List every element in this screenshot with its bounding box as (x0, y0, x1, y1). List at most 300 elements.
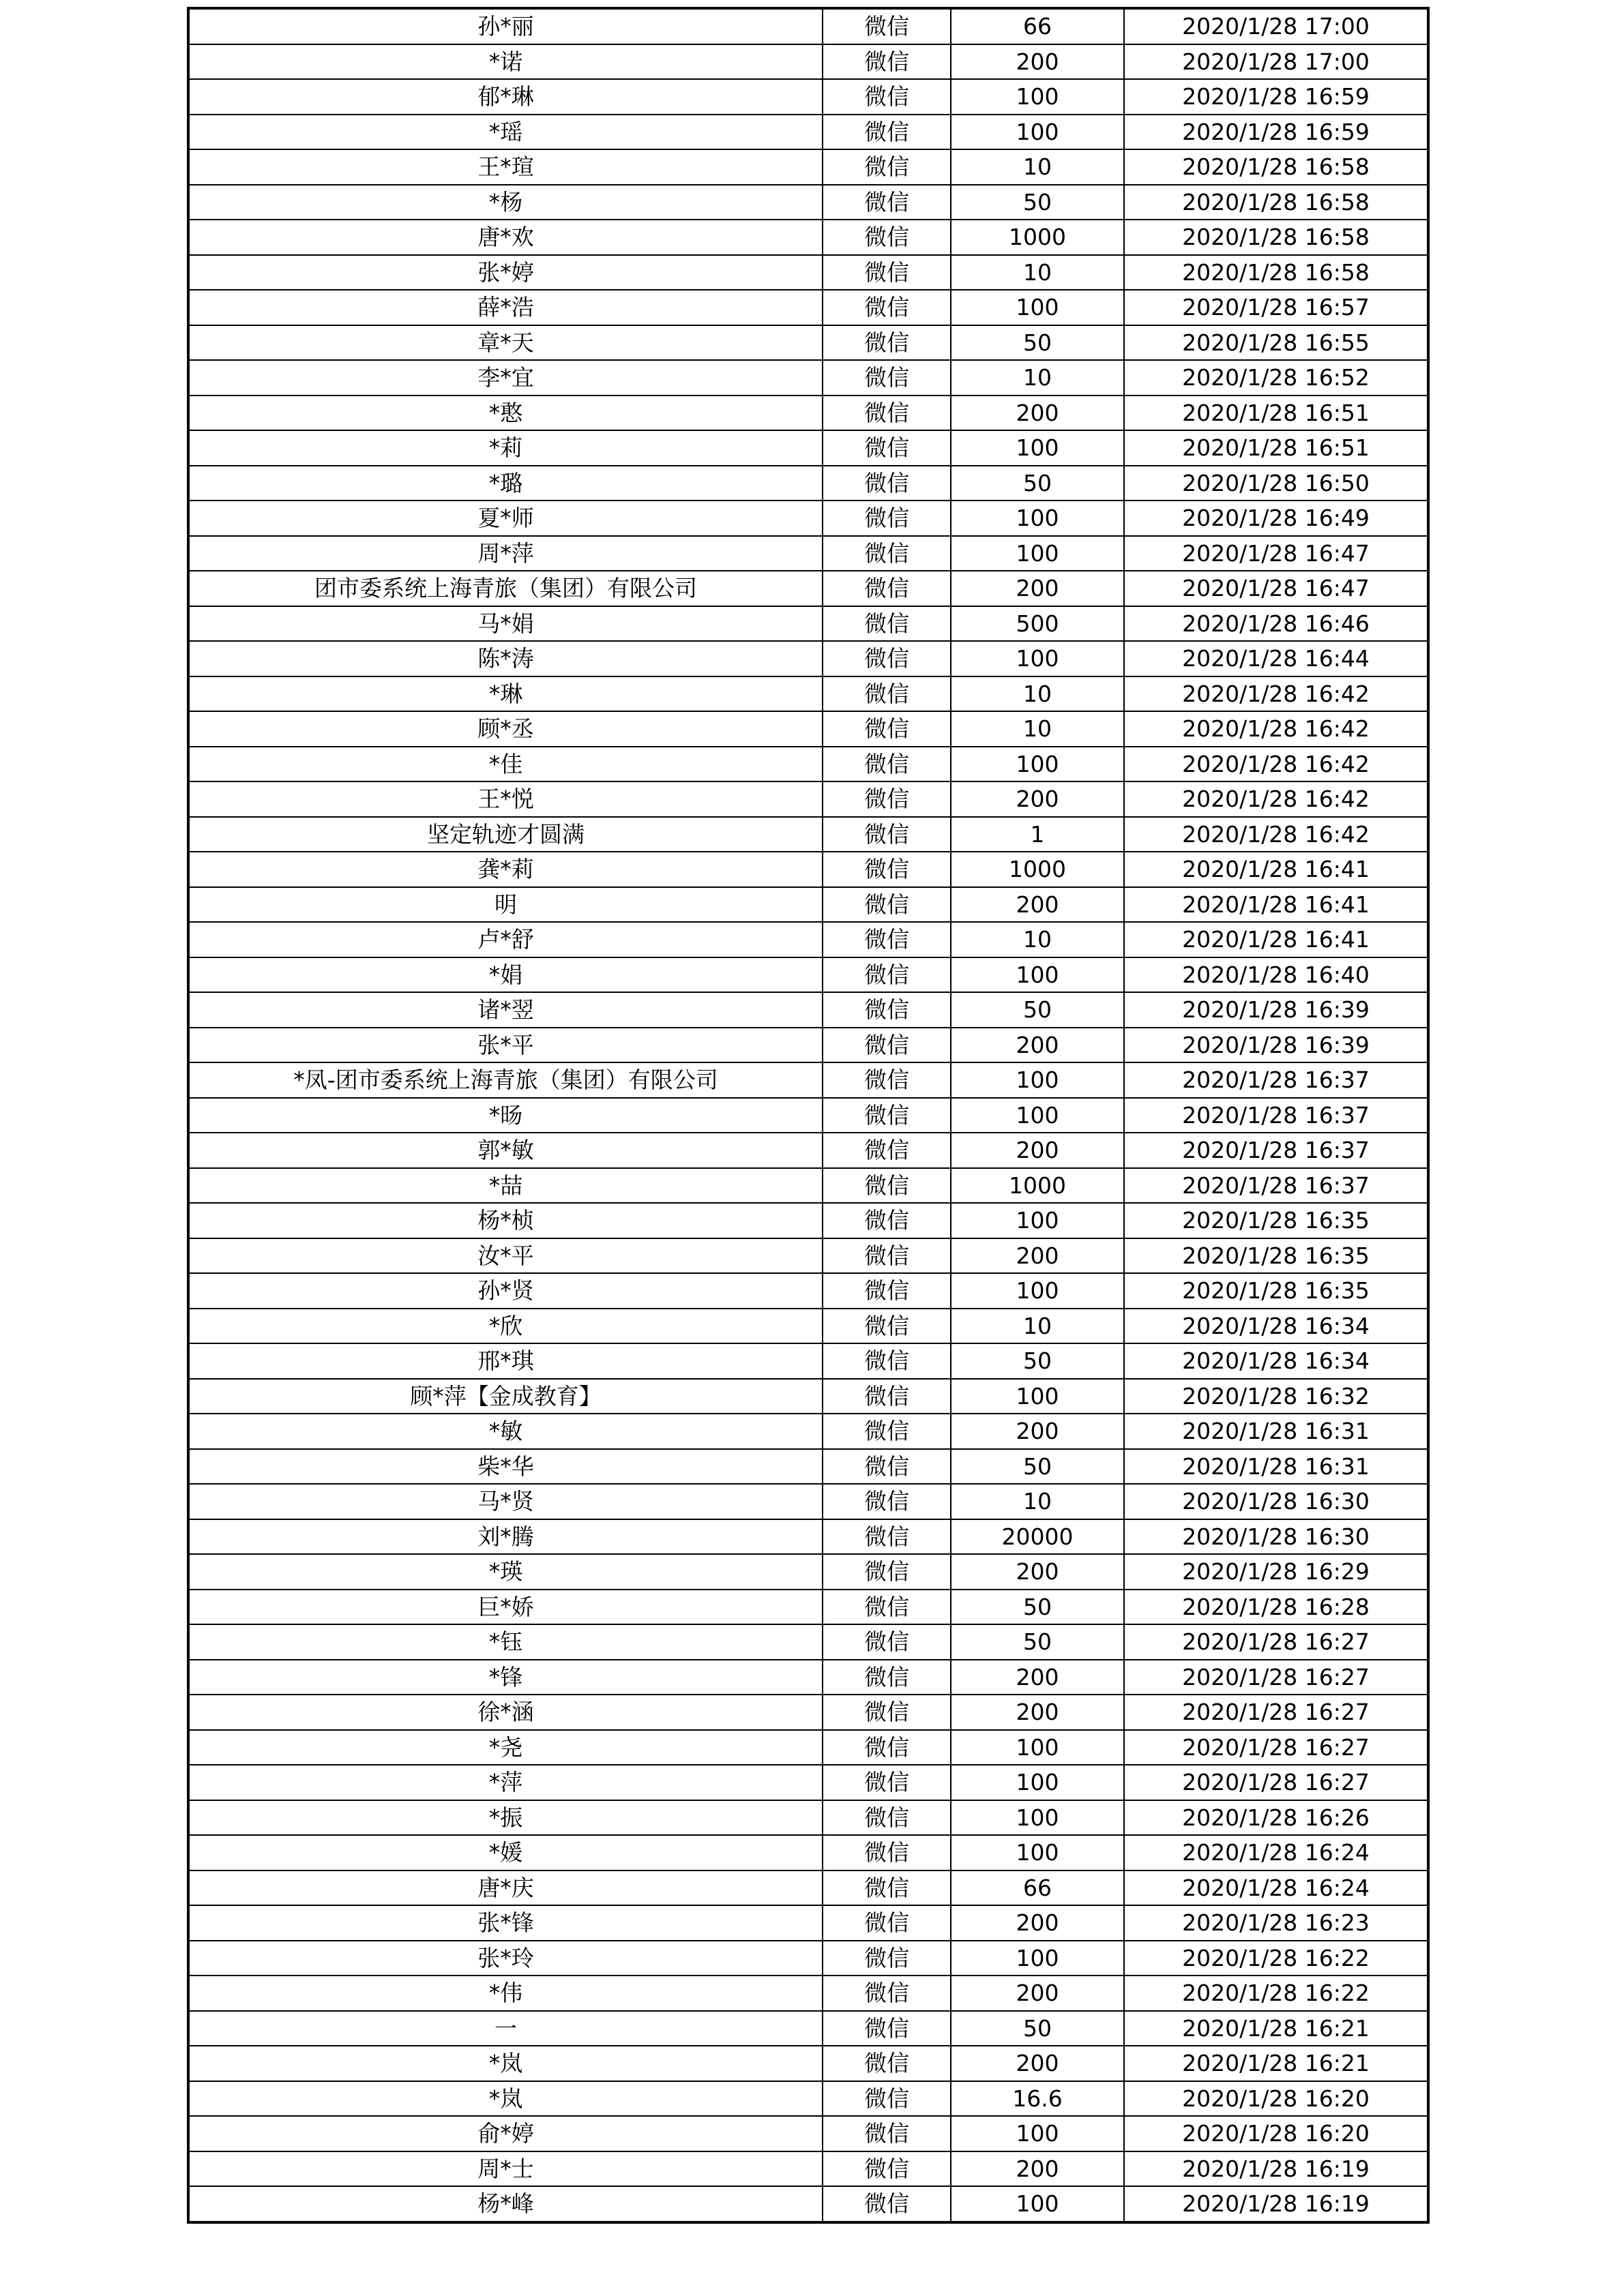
donor-name-cell: *振 (188, 1800, 823, 1836)
amount-cell: 200 (951, 1028, 1124, 1063)
amount-cell: 100 (951, 957, 1124, 993)
donor-name-cell: 龚*莉 (188, 852, 823, 887)
payment-method-cell: 微信 (823, 44, 951, 80)
timestamp-cell: 2020/1/28 16:35 (1124, 1238, 1428, 1274)
amount-cell: 200 (951, 781, 1124, 817)
amount-cell: 1 (951, 817, 1124, 852)
payment-method-cell: 微信 (823, 1554, 951, 1590)
donor-name-cell: 孙*丽 (188, 8, 823, 44)
table-row (188, 255, 1428, 290)
document-page (187, 7, 1427, 2224)
payment-method-cell: 微信 (823, 2011, 951, 2046)
timestamp-cell: 2020/1/28 16:30 (1124, 1519, 1428, 1555)
table-row (188, 1554, 1428, 1590)
amount-cell: 100 (951, 747, 1124, 782)
table-row (188, 781, 1428, 817)
timestamp-cell: 2020/1/28 16:24 (1124, 1870, 1428, 1906)
timestamp-cell: 2020/1/28 16:58 (1124, 149, 1428, 185)
amount-cell: 10 (951, 360, 1124, 396)
timestamp-cell: 2020/1/28 16:37 (1124, 1168, 1428, 1204)
amount-cell: 10 (951, 255, 1124, 290)
timestamp-cell: 2020/1/28 16:41 (1124, 852, 1428, 887)
timestamp-cell: 2020/1/28 16:19 (1124, 2151, 1428, 2187)
amount-cell: 10 (951, 922, 1124, 957)
donor-name-cell: *佳 (188, 747, 823, 782)
table-row (188, 1098, 1428, 1133)
amount-cell: 100 (951, 536, 1124, 571)
amount-cell: 100 (951, 1941, 1124, 1976)
table-row (188, 747, 1428, 782)
timestamp-cell: 2020/1/28 16:23 (1124, 1905, 1428, 1941)
table-row (188, 1238, 1428, 1274)
payment-method-cell: 微信 (823, 149, 951, 185)
amount-cell: 200 (951, 1238, 1124, 1274)
timestamp-cell: 2020/1/28 16:58 (1124, 255, 1428, 290)
timestamp-cell: 2020/1/28 16:27 (1124, 1730, 1428, 1765)
table-row (188, 536, 1428, 571)
amount-cell: 10 (951, 1309, 1124, 1344)
table-row (188, 922, 1428, 957)
timestamp-cell: 2020/1/28 16:32 (1124, 1379, 1428, 1414)
donor-name-cell: 张*婷 (188, 255, 823, 290)
payment-method-cell: 微信 (823, 1414, 951, 1449)
timestamp-cell: 2020/1/28 16:22 (1124, 1941, 1428, 1976)
payment-method-cell: 微信 (823, 747, 951, 782)
donor-name-cell: 明 (188, 887, 823, 923)
donor-name-cell: *尧 (188, 1730, 823, 1765)
timestamp-cell: 2020/1/28 16:20 (1124, 2116, 1428, 2151)
table-row (188, 2151, 1428, 2187)
table-row (188, 1800, 1428, 1836)
table-row (188, 1941, 1428, 1976)
donor-name-cell: *莉 (188, 430, 823, 466)
payment-method-cell: 微信 (823, 711, 951, 747)
table-row (188, 676, 1428, 712)
donor-name-cell: *凤-团市委系统上海青旅（集团）有限公司 (188, 1062, 823, 1098)
payment-method-cell: 微信 (823, 957, 951, 993)
timestamp-cell: 2020/1/28 16:27 (1124, 1695, 1428, 1730)
timestamp-cell: 2020/1/28 16:26 (1124, 1800, 1428, 1836)
amount-cell: 100 (951, 2116, 1124, 2151)
table-row (188, 1168, 1428, 1204)
payment-method-cell: 微信 (823, 571, 951, 606)
table-row (188, 1519, 1428, 1555)
payment-method-cell: 微信 (823, 360, 951, 396)
amount-cell: 100 (951, 79, 1124, 115)
donor-name-cell: *诺 (188, 44, 823, 80)
table-row (188, 1484, 1428, 1519)
donor-name-cell: *伟 (188, 1976, 823, 2011)
payment-method-cell: 微信 (823, 852, 951, 887)
amount-cell: 20000 (951, 1519, 1124, 1555)
payment-method-cell: 微信 (823, 1730, 951, 1765)
timestamp-cell: 2020/1/28 16:47 (1124, 571, 1428, 606)
amount-cell: 100 (951, 1730, 1124, 1765)
payment-method-cell: 微信 (823, 922, 951, 957)
amount-cell: 66 (951, 1870, 1124, 1906)
amount-cell: 100 (951, 115, 1124, 150)
table-row (188, 1976, 1428, 2011)
amount-cell: 50 (951, 466, 1124, 501)
donor-name-cell: 陈*涛 (188, 641, 823, 676)
timestamp-cell: 2020/1/28 16:20 (1124, 2081, 1428, 2117)
table-row (188, 1273, 1428, 1309)
table-row (188, 1835, 1428, 1870)
donor-name-cell: 顾*萍【金成教育】 (188, 1379, 823, 1414)
amount-cell: 200 (951, 887, 1124, 923)
payment-method-cell: 微信 (823, 1238, 951, 1274)
timestamp-cell: 2020/1/28 16:21 (1124, 2011, 1428, 2046)
timestamp-cell: 2020/1/28 16:59 (1124, 115, 1428, 150)
payment-method-cell: 微信 (823, 115, 951, 150)
table-row (188, 2186, 1428, 2222)
donor-name-cell: 王*瑄 (188, 149, 823, 185)
amount-cell: 100 (951, 2186, 1124, 2222)
table-row (188, 2081, 1428, 2117)
payment-method-cell: 微信 (823, 1379, 951, 1414)
donor-name-cell: 周*士 (188, 2151, 823, 2187)
table-row (188, 8, 1428, 44)
table-row (188, 2011, 1428, 2046)
payment-method-cell: 微信 (823, 2116, 951, 2151)
table-row (188, 992, 1428, 1028)
payment-method-cell: 微信 (823, 992, 951, 1028)
table-row (188, 1414, 1428, 1449)
timestamp-cell: 2020/1/28 16:42 (1124, 747, 1428, 782)
amount-cell: 50 (951, 185, 1124, 220)
amount-cell: 200 (951, 1414, 1124, 1449)
donor-name-cell: 汝*平 (188, 1238, 823, 1274)
donor-name-cell: 薛*浩 (188, 290, 823, 325)
table-row (188, 44, 1428, 80)
table-row (188, 1660, 1428, 1695)
payment-method-cell: 微信 (823, 1449, 951, 1485)
timestamp-cell: 2020/1/28 16:50 (1124, 466, 1428, 501)
payment-method-cell: 微信 (823, 2151, 951, 2187)
amount-cell: 200 (951, 1660, 1124, 1695)
timestamp-cell: 2020/1/28 16:42 (1124, 676, 1428, 712)
donor-name-cell: 一 (188, 2011, 823, 2046)
table-row (188, 466, 1428, 501)
donor-name-cell: 诸*翌 (188, 992, 823, 1028)
payment-method-cell: 微信 (823, 1168, 951, 1204)
table-row (188, 817, 1428, 852)
timestamp-cell: 2020/1/28 16:49 (1124, 501, 1428, 536)
donor-name-cell: 张*平 (188, 1028, 823, 1063)
table-row (188, 1133, 1428, 1168)
donor-name-cell: *瑶 (188, 115, 823, 150)
table-row (188, 149, 1428, 185)
payment-method-cell: 微信 (823, 290, 951, 325)
amount-cell: 100 (951, 1379, 1124, 1414)
timestamp-cell: 2020/1/28 16:37 (1124, 1062, 1428, 1098)
donor-name-cell: 马*贤 (188, 1484, 823, 1519)
table-row (188, 501, 1428, 536)
timestamp-cell: 2020/1/28 16:35 (1124, 1273, 1428, 1309)
amount-cell: 100 (951, 1062, 1124, 1098)
timestamp-cell: 2020/1/28 16:37 (1124, 1098, 1428, 1133)
donor-name-cell: 巨*娇 (188, 1590, 823, 1625)
donor-name-cell: 柴*华 (188, 1449, 823, 1485)
amount-cell: 100 (951, 1273, 1124, 1309)
timestamp-cell: 2020/1/28 16:30 (1124, 1484, 1428, 1519)
donor-name-cell: *杨 (188, 185, 823, 220)
timestamp-cell: 2020/1/28 16:39 (1124, 1028, 1428, 1063)
table-row (188, 887, 1428, 923)
timestamp-cell: 2020/1/28 16:34 (1124, 1343, 1428, 1379)
payment-method-cell: 微信 (823, 1273, 951, 1309)
payment-method-cell: 微信 (823, 1590, 951, 1625)
donor-name-cell: 马*娟 (188, 606, 823, 642)
amount-cell: 10 (951, 1484, 1124, 1519)
payment-method-cell: 微信 (823, 1133, 951, 1168)
amount-cell: 200 (951, 396, 1124, 431)
timestamp-cell: 2020/1/28 16:19 (1124, 2186, 1428, 2222)
donor-name-cell: 王*悦 (188, 781, 823, 817)
table-row (188, 957, 1428, 993)
donor-name-cell: *喆 (188, 1168, 823, 1204)
payment-method-cell: 微信 (823, 1062, 951, 1098)
donor-name-cell: *璐 (188, 466, 823, 501)
donor-name-cell: *萍 (188, 1765, 823, 1800)
timestamp-cell: 2020/1/28 16:28 (1124, 1590, 1428, 1625)
timestamp-cell: 2020/1/28 16:27 (1124, 1660, 1428, 1695)
timestamp-cell: 2020/1/28 16:47 (1124, 536, 1428, 571)
donor-name-cell: 章*天 (188, 325, 823, 361)
amount-cell: 50 (951, 2011, 1124, 2046)
payment-method-cell: 微信 (823, 2081, 951, 2117)
table-row (188, 1309, 1428, 1344)
donor-name-cell: 唐*庆 (188, 1870, 823, 1906)
donor-name-cell: 徐*涵 (188, 1695, 823, 1730)
amount-cell: 100 (951, 501, 1124, 536)
amount-cell: 500 (951, 606, 1124, 642)
payment-method-cell: 微信 (823, 501, 951, 536)
timestamp-cell: 2020/1/28 16:37 (1124, 1133, 1428, 1168)
timestamp-cell: 2020/1/28 16:51 (1124, 396, 1428, 431)
payment-method-cell: 微信 (823, 1905, 951, 1941)
amount-cell: 200 (951, 1695, 1124, 1730)
payment-method-cell: 微信 (823, 1765, 951, 1800)
donor-name-cell: 杨*桢 (188, 1203, 823, 1238)
amount-cell: 200 (951, 1554, 1124, 1590)
timestamp-cell: 2020/1/28 16:51 (1124, 430, 1428, 466)
payment-method-cell: 微信 (823, 676, 951, 712)
table-row (188, 1062, 1428, 1098)
amount-cell: 50 (951, 992, 1124, 1028)
payment-method-cell: 微信 (823, 887, 951, 923)
amount-cell: 100 (951, 290, 1124, 325)
timestamp-cell: 2020/1/28 16:34 (1124, 1309, 1428, 1344)
payment-method-cell: 微信 (823, 1835, 951, 1870)
donor-name-cell: *敏 (188, 1414, 823, 1449)
table-row (188, 430, 1428, 466)
table-row (188, 1590, 1428, 1625)
donor-name-cell: 孙*贤 (188, 1273, 823, 1309)
donor-name-cell: *锋 (188, 1660, 823, 1695)
timestamp-cell: 2020/1/28 16:58 (1124, 185, 1428, 220)
payment-method-cell: 微信 (823, 2186, 951, 2222)
amount-cell: 100 (951, 1765, 1124, 1800)
timestamp-cell: 2020/1/28 16:59 (1124, 79, 1428, 115)
table-row (188, 290, 1428, 325)
table-row (188, 220, 1428, 255)
donor-name-cell: *憨 (188, 396, 823, 431)
timestamp-cell: 2020/1/28 16:39 (1124, 992, 1428, 1028)
donor-name-cell: *琳 (188, 676, 823, 712)
donor-name-cell: 周*萍 (188, 536, 823, 571)
payment-method-cell: 微信 (823, 1098, 951, 1133)
table-row (188, 2116, 1428, 2151)
donor-name-cell: 邢*琪 (188, 1343, 823, 1379)
payment-method-cell: 微信 (823, 1660, 951, 1695)
payment-method-cell: 微信 (823, 1519, 951, 1555)
timestamp-cell: 2020/1/28 16:46 (1124, 606, 1428, 642)
table-row (188, 1343, 1428, 1379)
table-row (188, 2046, 1428, 2081)
amount-cell: 50 (951, 1590, 1124, 1625)
donation-table-body (188, 8, 1428, 2222)
donor-name-cell: 卢*舒 (188, 922, 823, 957)
donor-name-cell: 杨*峰 (188, 2186, 823, 2222)
amount-cell: 50 (951, 325, 1124, 361)
table-row (188, 1870, 1428, 1906)
amount-cell: 100 (951, 1203, 1124, 1238)
timestamp-cell: 2020/1/28 16:27 (1124, 1624, 1428, 1660)
amount-cell: 1000 (951, 1168, 1124, 1204)
amount-cell: 50 (951, 1449, 1124, 1485)
amount-cell: 200 (951, 44, 1124, 80)
table-row (188, 1203, 1428, 1238)
amount-cell: 100 (951, 1835, 1124, 1870)
timestamp-cell: 2020/1/28 16:42 (1124, 781, 1428, 817)
timestamp-cell: 2020/1/28 16:58 (1124, 220, 1428, 255)
donor-name-cell: *娟 (188, 957, 823, 993)
donor-name-cell: 夏*师 (188, 501, 823, 536)
timestamp-cell: 2020/1/28 16:41 (1124, 922, 1428, 957)
donor-name-cell: 顾*丞 (188, 711, 823, 747)
donor-name-cell: *旸 (188, 1098, 823, 1133)
timestamp-cell: 2020/1/28 16:42 (1124, 711, 1428, 747)
payment-method-cell: 微信 (823, 220, 951, 255)
payment-method-cell: 微信 (823, 396, 951, 431)
payment-method-cell: 微信 (823, 606, 951, 642)
amount-cell: 66 (951, 8, 1124, 44)
amount-cell: 10 (951, 149, 1124, 185)
table-row (188, 185, 1428, 220)
donor-name-cell: 李*宜 (188, 360, 823, 396)
donor-name-cell: *岚 (188, 2081, 823, 2117)
donor-name-cell: 张*玲 (188, 1941, 823, 1976)
table-row (188, 1695, 1428, 1730)
table-row (188, 606, 1428, 642)
donor-name-cell: 郁*琳 (188, 79, 823, 115)
amount-cell: 200 (951, 1976, 1124, 2011)
table-row (188, 641, 1428, 676)
timestamp-cell: 2020/1/28 17:00 (1124, 44, 1428, 80)
timestamp-cell: 2020/1/28 17:00 (1124, 8, 1428, 44)
timestamp-cell: 2020/1/28 16:24 (1124, 1835, 1428, 1870)
amount-cell: 200 (951, 1905, 1124, 1941)
amount-cell: 200 (951, 1133, 1124, 1168)
table-row (188, 79, 1428, 115)
timestamp-cell: 2020/1/28 16:31 (1124, 1414, 1428, 1449)
table-row (188, 571, 1428, 606)
timestamp-cell: 2020/1/28 16:44 (1124, 641, 1428, 676)
amount-cell: 200 (951, 571, 1124, 606)
timestamp-cell: 2020/1/28 16:27 (1124, 1765, 1428, 1800)
donation-table (187, 7, 1430, 2224)
payment-method-cell: 微信 (823, 79, 951, 115)
payment-method-cell: 微信 (823, 255, 951, 290)
timestamp-cell: 2020/1/28 16:42 (1124, 817, 1428, 852)
donor-name-cell: 坚定轨迹才圆满 (188, 817, 823, 852)
donor-name-cell: *岚 (188, 2046, 823, 2081)
payment-method-cell: 微信 (823, 1800, 951, 1836)
amount-cell: 100 (951, 641, 1124, 676)
amount-cell: 10 (951, 711, 1124, 747)
table-row (188, 711, 1428, 747)
payment-method-cell: 微信 (823, 466, 951, 501)
table-row (188, 325, 1428, 361)
payment-method-cell: 微信 (823, 325, 951, 361)
amount-cell: 1000 (951, 852, 1124, 887)
amount-cell: 200 (951, 2151, 1124, 2187)
amount-cell: 50 (951, 1343, 1124, 1379)
payment-method-cell: 微信 (823, 817, 951, 852)
table-row (188, 360, 1428, 396)
donor-name-cell: 团市委系统上海青旅（集团）有限公司 (188, 571, 823, 606)
amount-cell: 10 (951, 676, 1124, 712)
amount-cell: 200 (951, 2046, 1124, 2081)
timestamp-cell: 2020/1/28 16:52 (1124, 360, 1428, 396)
table-row (188, 1905, 1428, 1941)
payment-method-cell: 微信 (823, 1309, 951, 1344)
payment-method-cell: 微信 (823, 1941, 951, 1976)
payment-method-cell: 微信 (823, 1976, 951, 2011)
table-row (188, 1028, 1428, 1063)
amount-cell: 1000 (951, 220, 1124, 255)
donor-name-cell: *欣 (188, 1309, 823, 1344)
timestamp-cell: 2020/1/28 16:29 (1124, 1554, 1428, 1590)
table-row (188, 1379, 1428, 1414)
table-row (188, 396, 1428, 431)
payment-method-cell: 微信 (823, 8, 951, 44)
donor-name-cell: 唐*欢 (188, 220, 823, 255)
payment-method-cell: 微信 (823, 1484, 951, 1519)
amount-cell: 100 (951, 430, 1124, 466)
amount-cell: 16.6 (951, 2081, 1124, 2117)
table-row (188, 852, 1428, 887)
timestamp-cell: 2020/1/28 16:41 (1124, 887, 1428, 923)
donor-name-cell: 刘*腾 (188, 1519, 823, 1555)
donor-name-cell: 郭*敏 (188, 1133, 823, 1168)
timestamp-cell: 2020/1/28 16:22 (1124, 1976, 1428, 2011)
amount-cell: 100 (951, 1800, 1124, 1836)
timestamp-cell: 2020/1/28 16:40 (1124, 957, 1428, 993)
table-row (188, 1730, 1428, 1765)
payment-method-cell: 微信 (823, 1203, 951, 1238)
payment-method-cell: 微信 (823, 1343, 951, 1379)
payment-method-cell: 微信 (823, 781, 951, 817)
table-row (188, 1765, 1428, 1800)
timestamp-cell: 2020/1/28 16:35 (1124, 1203, 1428, 1238)
payment-method-cell: 微信 (823, 1028, 951, 1063)
amount-cell: 100 (951, 1098, 1124, 1133)
timestamp-cell: 2020/1/28 16:31 (1124, 1449, 1428, 1485)
donor-name-cell: 俞*婷 (188, 2116, 823, 2151)
timestamp-cell: 2020/1/28 16:55 (1124, 325, 1428, 361)
